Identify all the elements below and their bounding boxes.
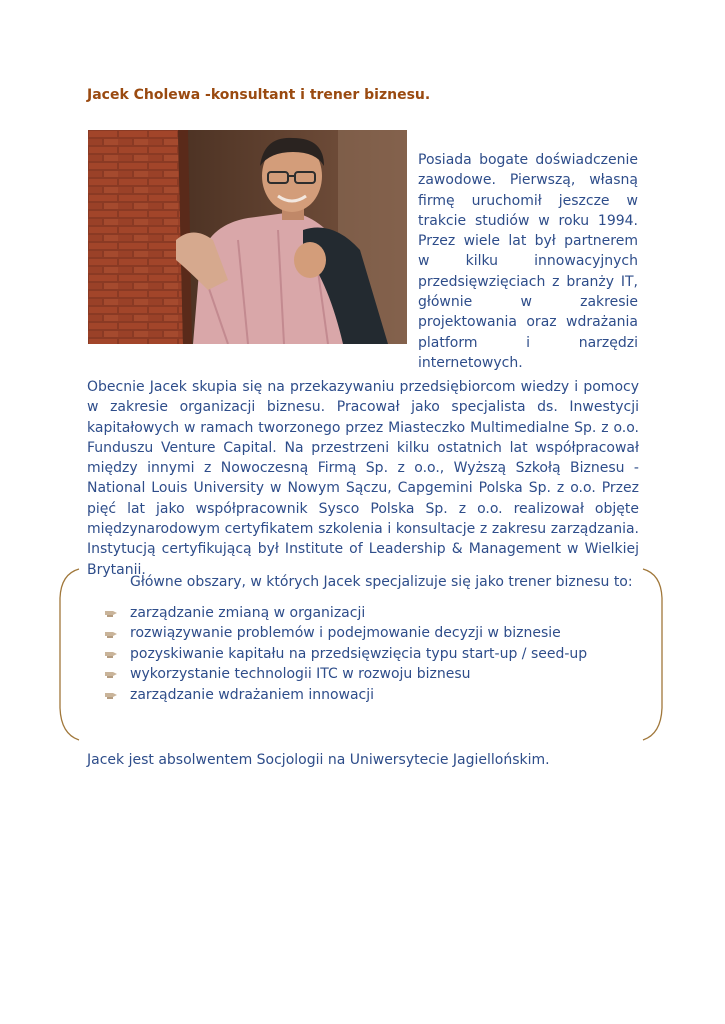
main-paragraph: Obecnie Jacek skupia się na przekazywaniu przedsiębiorcom wiedzy i pomocy w zakresie organizacji biznesu. Pracował jako specjalista ds. Inwestycji kapitałowych w ramach tworzonego przez Miasteczko Multimedialne Sp. z o.o. Funduszu Venture Capital. Na przestrzeni kilku ostatnich lat współpracował między innymi z Nowoczesną Firmą Sp. z o.o., Wyższą Szkołą Biznesu - National Louis University w Nowym Sączu, Capgemini Polska Sp. z o.o. Przez pięć lat jako współpracownik Sysco Polska Sp. z o.o. realizował objęte międzynarodowym certyfikatem szkolenia i konsultacje z zakresu zarządzania. Instytucją certyfikującą był Institute of Leadership & Management w Wielkiej Brytanii. (87, 379, 639, 578)
list-item (104, 623, 587, 643)
list-item-text: zarządzanie zmianą w organizacji (130, 605, 366, 621)
list-item-text: rozwiązywanie problemów i podejmowanie decyzji w biznesie (130, 625, 561, 642)
list-item-text: wykorzystanie technologii ITC w rozwoju biznesu (130, 666, 471, 683)
list-item-text: pozyskiwanie kapitału na przedsięwzięcia typu start-up / seed-up (130, 645, 588, 662)
portrait-photo (88, 130, 407, 344)
areas-list (104, 603, 587, 705)
pointing-hand-bullet-icon (104, 669, 118, 679)
portrait-illustration (88, 130, 407, 344)
pointing-hand-bullet-icon (104, 690, 118, 700)
list-item (104, 603, 587, 623)
list-item (104, 664, 587, 684)
pointing-hand-bullet-icon (104, 649, 118, 659)
page-title: Jacek Cholewa -konsultant i trener biznesu. (87, 87, 431, 103)
pointing-hand-bullet-icon (104, 608, 118, 618)
list-item (104, 685, 587, 705)
pointing-hand-bullet-icon (104, 629, 118, 639)
footer-paragraph: Jacek jest absolwentem Socjologii na Uniwersytecie Jagiellońskim. (87, 752, 550, 768)
intro-paragraph: Posiada bogate doświadczenie zawodowe. Pierwszą, własną firmę uruchomił jeszcze w trakcie studiów w roku 1994. Przez wiele lat był partnerem w kilku innowacyjnych przedsięwzięciach z branży IT, głównie w zakresie projektowania oraz wdrażania platform i narzędzi internetowych. (418, 152, 638, 371)
list-item (104, 644, 587, 664)
areas-intro: Główne obszary, w których Jacek specjalizuje się jako trener biznesu to: (130, 574, 633, 590)
list-item-text: zarządzanie wdrażaniem innowacji (130, 686, 375, 703)
